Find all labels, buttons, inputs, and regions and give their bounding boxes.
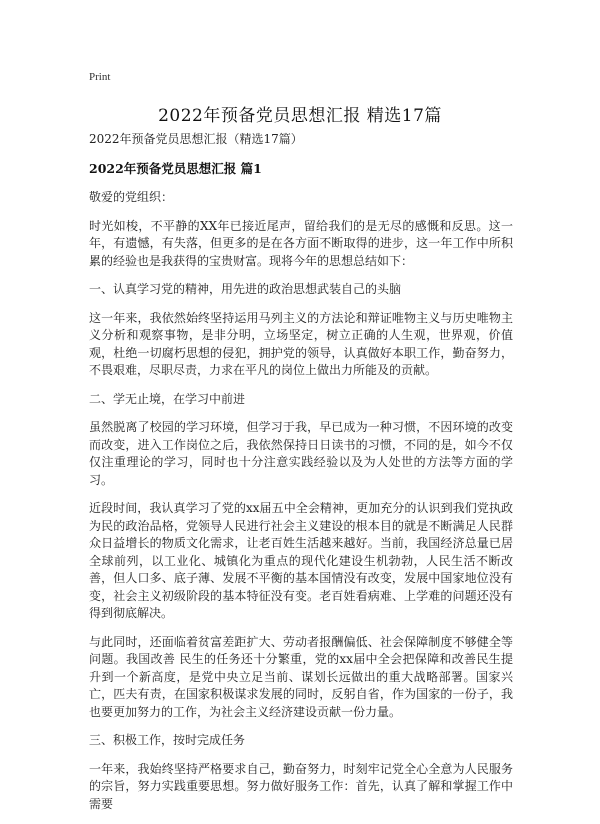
paragraph-3: 近段时间，我认真学习了党的xx届五中全会精神，更加充分的认识到我们党执政为民的政治品格，党领导人民进行社会主义建设的根本目的就是不断满足人民群众日益增长的物质文化需求，让老百姓生活越来越好。当前，我国经济总量已居全球前列，以工业化、城镇化为重点的现代化建设生机勃勃，人民生活不断改善，但人口多、底子薄、发展不平衡的基本国情没有改变，发展中国家地位没有变，社会主义初级阶段的基本特征没有变。老百姓看病难、上学难的问题还没有得到彻底解决。: [89, 501, 513, 620]
paragraph-5: 一年来，我始终坚持严格要求自己，勤奋努力，时刻牢记党全心全意为人民服务的宗旨，努力实践重要思想。努力做好服务工作：首先，认真了解和掌握工作中需要: [89, 761, 513, 811]
document-subtitle: 2022年预备党员思想汇报（精选17篇）: [89, 132, 303, 146]
print-label: Print: [89, 71, 111, 83]
document-title: 2022年预备党员思想汇报 精选17篇: [158, 106, 442, 126]
heading-3: 三、积极工作，按时完成任务: [89, 733, 246, 747]
document-body: [89, 130, 513, 824]
paragraph-intro: 时光如梭，不平静的XX年已接近尾声，留给我们的是无尽的感慨和反思。这一年，有遗憾，有失落，但更多的是在各方面不断取得的进步，这一年工作中所积累的经验也是我获得的宝贵财富。现将今年的思想总结如下：: [89, 218, 513, 268]
paragraph-4: 与此同时，还面临着贫富差距扩大、劳动者报酬偏低、社会保障制度不够健全等问题。我国改善 民生的任务还十分繁重，党的xx届中全会把保障和改善民生提升到一个新高度，是党中央立足当前、谋划长远做出的重大战略部署。国家兴亡，匹夫有责，在国家积极谋求发展的同时，反躬自省，作为国家的一份子，我也要更加努力的工作，为社会主义经济建设贡献一份力量。: [89, 634, 513, 719]
section-heading: 2022年预备党员思想汇报 篇1: [89, 161, 262, 176]
paragraph-1: 这一年来，我依然始终坚持运用马列主义的方法论和辩证唯物主义与历史唯物主义分析和观察事物，是非分明，立场坚定，树立正确的人生观，世界观，价值观，杜绝一切腐朽思想的侵犯，拥护党的领导，认真做好本职工作，勤奋努力，不畏艰难，尽职尽责，力求在平凡的岗位上做出力所能及的贡献。: [89, 310, 513, 377]
heading-1: 一、认真学习党的精神，用先进的政治思想武装自己的头脑: [89, 282, 402, 296]
paragraph-2: 虽然脱离了校园的学习环境，但学习于我，早已成为一种习惯，不因环境的改变而改变，进入工作岗位之后，我依然保持日日读书的习惯，不同的是，如今不仅仅注重理论的学习，同时也十分注意实践经验以及为人处世的方法等方面的学习。: [89, 420, 513, 487]
heading-2: 二、学无止境，在学习中前进: [89, 391, 246, 406]
salutation: 敬爱的党组织：: [89, 190, 174, 204]
